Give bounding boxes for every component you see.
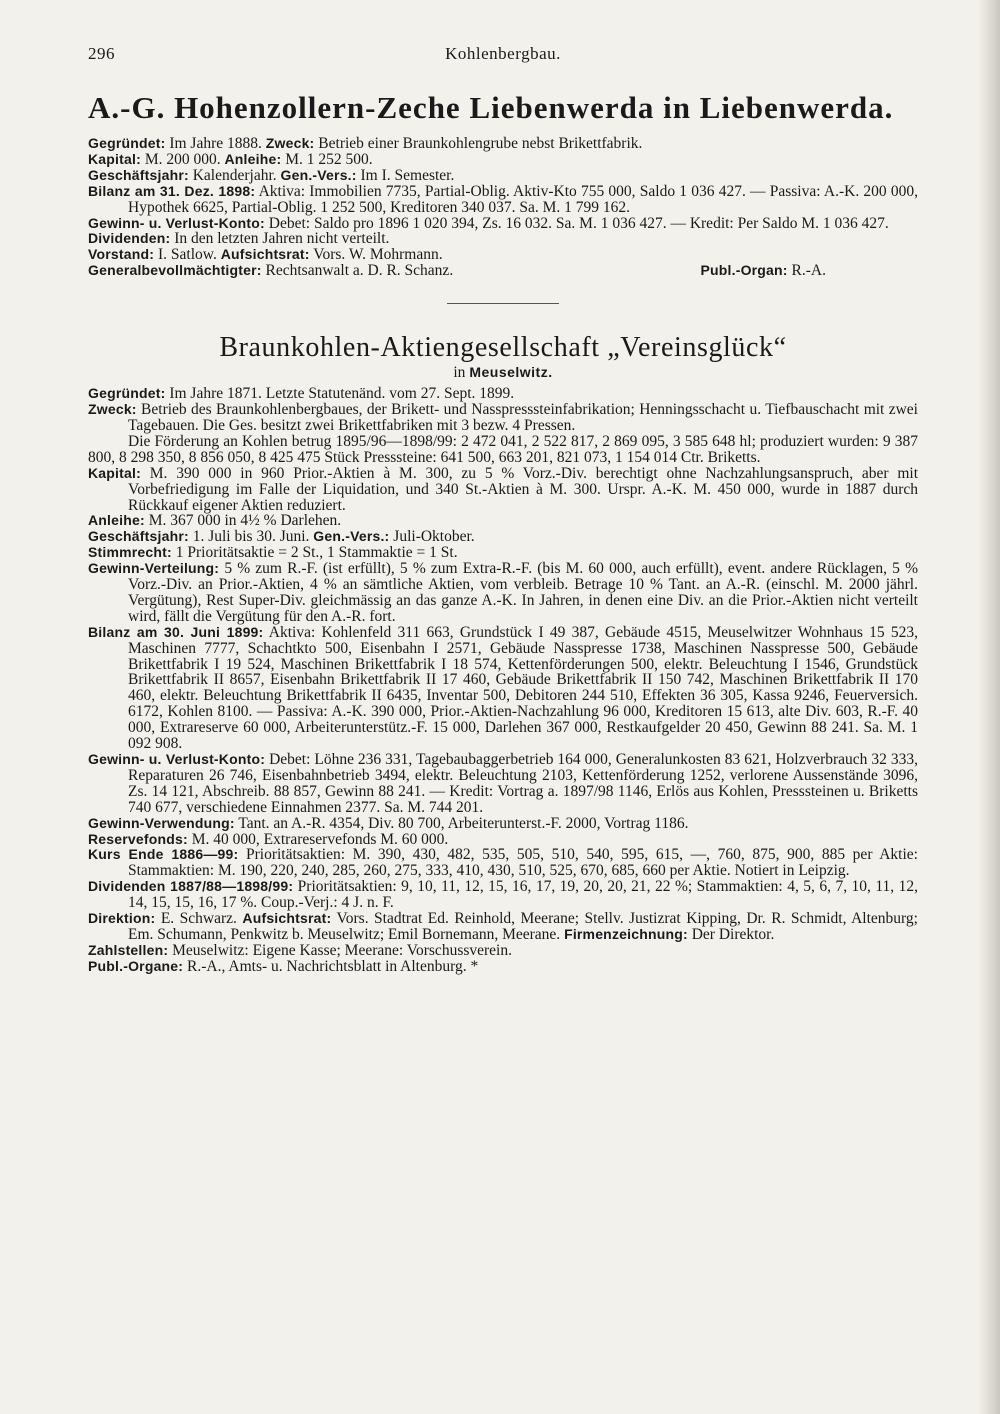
entry-anleihe: Anleihe: M. 367 000 in 4½ % Darlehen. [88,512,342,530]
entry-gegruendet: Gegründet: Im Jahre 1888. Zweck: Betrieb einer Braunkohlengrube nebst Brikettfabrik. [88,135,643,152]
entry-geschaeftsjahr: Geschäftsjahr: 1. Juli bis 30. Juni. Gen.-Vers.: Juli-Oktober. [88,528,475,546]
entry-direktion: Direktion: E. Schwarz. Aufsichtsrat: Vors. Stadtrat Ed. Reinhold, Meerane; Stellv. Justizrat Kipping, Dr. R. Schmidt, Altenburg; Em. Schumann, Penkwitz b. Meuselwitz; Emil Bornemann, Meerane. Firmenzeichnung: Der Direktor. [88,910,918,943]
entry-publ-organe: Publ.-Organe: R.-A., Amts- u. Nachrichtsblatt in Altenburg. * [88,957,479,975]
article2-body [88,386,918,975]
entry-kapital: Kapital: M. 390 000 in 960 Prior.-Aktien à M. 300, zu 5 % Vorz.-Div. berechtigt ohne Nachzahlungsanspruch, aber mit Vorbefriedigung im Falle der Liquidation, und 340 St.-Aktien à M. 300. Urspr. A.-K. M. 450 000, wurde in 1887 durch Rückkauf eigener Aktien reduziert. [88,464,918,514]
entry-kurs: Kurs Ende 1886—99: Prioritätsaktien: M. 390, 430, 482, 535, 505, 510, 540, 595, 615, —, 760, 875, 900, 885 per Aktie: Stammaktien: M. 190, 220, 240, 285, 260, 275, 333, 410, 430, 510, 525, 670, 685, 660 per Aktie. Notiert in Leipzig. [88,846,918,880]
entry-bilanz: Bilanz am 30. Juni 1899: Aktiva: Kohlenfeld 311 663, Grundstück I 49 387, Gebäude 4515, Meuselwitzer Wohnhaus 15 523, Maschinen 7777, Schachtkto 500, Eisenbahn I 2571, Gebäude Nasspresse 1738, Maschinen Nasspresse 500, Gebäude Brikettfabrik I 19 524, Maschinen Brikettfabrik I 18 574, Kettenförderungen 500, elektr. Beleuchtung I 1546, Grundstück Brikettfabrik II 8657, Eisenbahn Brikettfabrik II 17 460, Gebäude Brikettfabrik II 150 742, Maschinen Brikettfabrik II 170 460, elektr. Beleuchtung Brikettfabrik II 6435, Inventar 500, Debitoren 244 510, Effekten 36 305, Kassa 9246, Feuerversich. 6172, Kohlen 8100. — Passiva: A.-K. 390 000, Prior.-Aktien-Nachzahlung 96 000, Kreditoren 15 613, alte Div. 603, R.-F. 40 000, Extrareserve 60 000, Arbeiterunterstütz.-F. 15 000, Darlehen 367 000, Restkaufgelder 20 450, Gewinn 88 241. Sa. M. 1 092 908. [88,623,918,753]
section-divider [447,303,559,304]
entry-kapital: Kapital: M. 200 000. Anleihe: M. 1 252 500. [88,150,373,168]
entry-gewinn-verlust: Gewinn- u. Verlust-Konto: Debet: Löhne 236 331, Tagebaubaggerbetrieb 164 000, Generalunkosten 83 621, Holzverbrauch 32 333, Reparaturen 26 746, Eisenbahnbetrieb 3494, elektr. Beleuchtung 2103, Kettenförderung 1252, verlorene Aussenstände 3096, Zs. 14 121, Abschreib. 88 857, Gewinn 88 241. — Kredit: Vortrag a. 1897/98 1146, Erlös aus Kohlen, Presssteinen u. Briketts 740 677, verschiedene Einnahmen 2377. Sa. M. 744 201. [88,751,918,816]
article1-title: A.-G. Hohenzollern-Zeche Liebenwerda in Liebenwerda. [88,90,894,125]
entry-geschaeftsjahr: Geschäftsjahr: Kalenderjahr. Gen.-Vers.: Im I. Semester. [88,166,455,184]
entry-gegruendet: Gegründet: Im Jahre 1871. Letzte Statutenänd. vom 27. Sept. 1899. [88,385,515,403]
page-edge-shadow [978,0,1000,1414]
entry-gewinn-verwendung: Gewinn-Verwendung: Tant. an A.-R. 4354, Div. 80 700, Arbeiterunterst.-F. 2000, Vortrag 1186. [88,814,689,832]
entry-generalbevollmaechtigter: Publ.-Organ: R.-A. Generalbevollmächtigter: Rechtsanwalt a. D. R. Schanz. [88,263,918,279]
article2-title: Braunkohlen-Aktiengesellschaft „Vereinsglück“ [219,332,787,364]
entry-gewinn-verteilung: Gewinn-Verteilung: 5 % zum R.-F. (ist erfüllt), 5 % zum Extra-R.-F. (bis M. 60 000, auch erfüllt), event. andere Rücklagen, 5 % Vorz.-Div. an Prior.-Aktien, 4 % an sämtliche Aktien, vom verbleib. Betrage 10 % Tant. an A.-R. (einschl. M. 2000 jährl. Vergütung), Rest Super-Div. gleichmässig an das ganze A.-K. In Jahren, in denen eine Div. an die Prior.-Aktien nicht verteilt wird, fällt die Vergütung für den A.-R. fort. [88,560,918,625]
entry-vorstand: Vorstand: I. Satlow. Aufsichtsrat: Vors. W. Mohrmann. [88,246,443,264]
publ-organ: Publ.-Organ: R.-A. [700,262,826,280]
running-title: Kohlenbergbau. [445,44,561,63]
entry-gewinn-verlust: Gewinn- u. Verlust-Konto: Debet: Saldo pro 1896 1 020 394, Zs. 16 032. Sa. M. 1 036 427. — Kredit: Per Saldo M. 1 036 427. [88,214,889,232]
article2-subtitle: in Meuselwitz. [453,364,553,382]
article1-body [88,136,918,279]
entry-dividenden: Dividenden: In den letzten Jahren nicht verteilt. [88,230,390,248]
entry-dividenden: Dividenden 1887/88—1898/99: Prioritätsaktien: 9, 10, 11, 12, 15, 16, 17, 19, 20, 20, 21, 22 %; Stammaktien: 4, 5, 6, 7, 10, 11, 12, 14, 15, 15, 16, 17 %. Coup.-Verj.: 4 J. n. F. [88,878,918,912]
entry-bilanz: Bilanz am 31. Dez. 1898: Aktiva: Immobilien 7735, Partial-Oblig. Aktiv-Kto 755 000, Saldo 1 036 427. — Passiva: A.-K. 200 000, Hypothek 6625, Partial-Oblig. 1 252 500, Kreditoren 340 037. Sa. M. 1 799 162. [88,182,918,216]
running-head [88,44,918,72]
entry-foerderung: Die Förderung an Kohlen betrug 1895/96—1898/99: 2 472 041, 2 522 817, 2 869 095, 3 585 648 hl; produziert wurden: 9 387 800, 8 298 350, 8 856 050, 8 425 475 Stück Presssteine: 641 500, 663 201, 821 073, 1 154 014 Ctr. Briketts. [88,432,918,466]
entry-zahlstellen: Zahlstellen: Meuselwitz: Eigene Kasse; Meerane: Vorschussverein. [88,941,512,959]
entry-reservefonds: Reservefonds: M. 40 000, Extrareservefonds M. 60 000. [88,830,449,848]
page-number: 296 [88,44,115,63]
entry-zweck: Zweck: Betrieb des Braunkohlenbergbaues, der Brikett- und Nasspresssteinfabrikation; Henningsschacht u. Tiefbauschacht mit zwei Tagebauen. Die Ges. besitzt zwei Brikettfabriken mit 3 bezw. 4 Pressen. [88,401,918,434]
entry-stimmrecht: Stimmrecht: 1 Prioritätsaktie = 2 St., 1 Stammaktie = 1 St. [88,544,458,562]
